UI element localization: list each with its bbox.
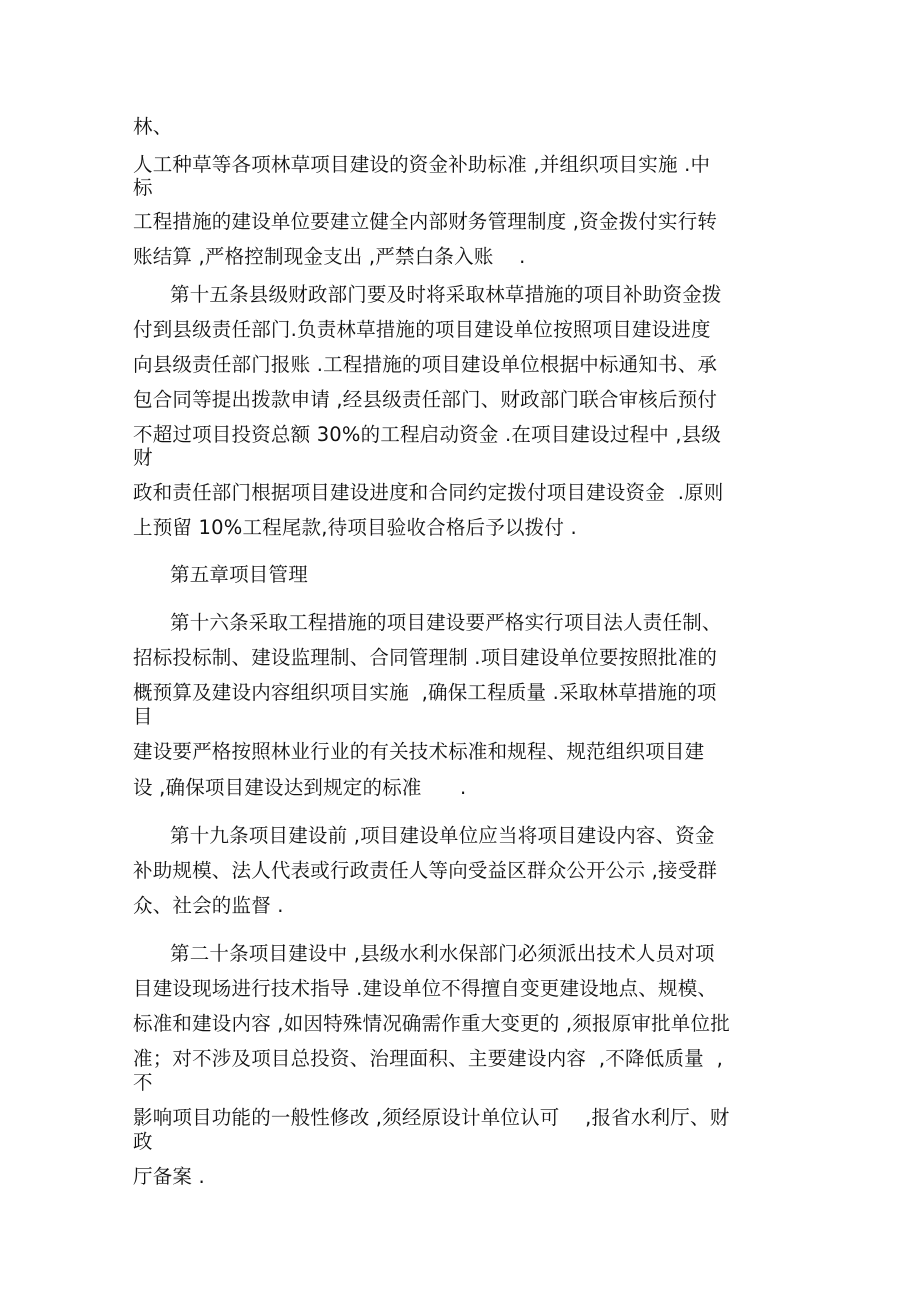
article-20-start: 第二十条项目建设中 ,县级水利水保部门必须派出技术人员对项 bbox=[170, 942, 715, 965]
text-line: 招标投标制、建设监理制、合同管理制 .项目建设单位要按照批准的 bbox=[133, 646, 718, 669]
text-line: 补助规模、法人代表或行政责任人等向受益区群众公开公示 ,接受群 bbox=[133, 859, 718, 882]
text-line: 不 bbox=[133, 1071, 153, 1094]
article-16-start: 第十六条采取工程措施的项目建设要严格实行项目法人责任制、 bbox=[170, 611, 722, 634]
text-line: 建设要严格按照林业行业的有关技术标准和规程、规范组织项目建 bbox=[133, 740, 705, 763]
text-line: 人工种草等各项林草项目建设的资金补助标准 ,并组织项目实施 .中 bbox=[133, 153, 711, 176]
text-line: 政 bbox=[133, 1130, 153, 1153]
text-line: 政和责任部门根据项目建设进度和合同约定拨付项目建设资金 .原则 bbox=[133, 481, 724, 504]
text-line: 不超过项目投资总额 30%的工程启动资金 .在项目建设过程中 ,县级 bbox=[133, 423, 722, 446]
text-line: 向县级责任部门报账 .工程措施的项目建设单位根据中标通知书、承 bbox=[133, 353, 718, 376]
text-line: 厅备案 . bbox=[133, 1165, 205, 1188]
chapter-heading: 第五章项目管理 bbox=[170, 563, 308, 586]
article-19-start: 第十九条项目建设前 ,项目建设单位应当将项目建设内容、资金 bbox=[170, 824, 715, 847]
text-line: 设 ,确保项目建设达到规定的标准 . bbox=[133, 776, 467, 799]
text-line: 概预算及建设内容组织项目实施 ,确保工程质量 .采取林草措施的项 bbox=[133, 681, 717, 704]
text-line: 标 bbox=[133, 176, 153, 199]
text-line: 众、社会的监督 . bbox=[133, 894, 284, 917]
text-line: 账结算 ,严格控制现金支出 ,严禁白条入账 . bbox=[133, 245, 526, 268]
text-line: 付到县级责任部门.负责林草措施的项目建设单位按照项目建设进度 bbox=[133, 318, 711, 341]
text-line: 影响项目功能的一般性修改 ,须经原设计单位认可 ,报省水利厅、财 bbox=[133, 1106, 730, 1129]
text-line: 上预留 10%工程尾款,待项目验收合格后予以拨付 . bbox=[133, 516, 577, 539]
text-line: 目建设现场进行技术指导 .建设单位不得擅自变更建设地点、规模、 bbox=[133, 977, 718, 1000]
text-line: 准；对不涉及项目总投资、治理面积、主要建设内容 ,不降低质量 , bbox=[133, 1047, 723, 1070]
article-15-start: 第十五条县级财政部门要及时将采取林草措施的项目补助资金拨 bbox=[170, 283, 722, 306]
text-line: 标准和建设内容 ,如因特殊情况确需作重大变更的 ,须报原审批单位批 bbox=[133, 1012, 730, 1035]
text-line: 林、 bbox=[133, 115, 173, 138]
text-line: 工程措施的建设单位要建立健全内部财务管理制度 ,资金拨付实行转 bbox=[133, 210, 718, 233]
text-line: 包合同等提出拨款申请 ,经县级责任部门、财政部门联合审核后预付 bbox=[133, 388, 718, 411]
text-line: 财 bbox=[133, 446, 153, 469]
text-line: 目 bbox=[133, 705, 153, 728]
